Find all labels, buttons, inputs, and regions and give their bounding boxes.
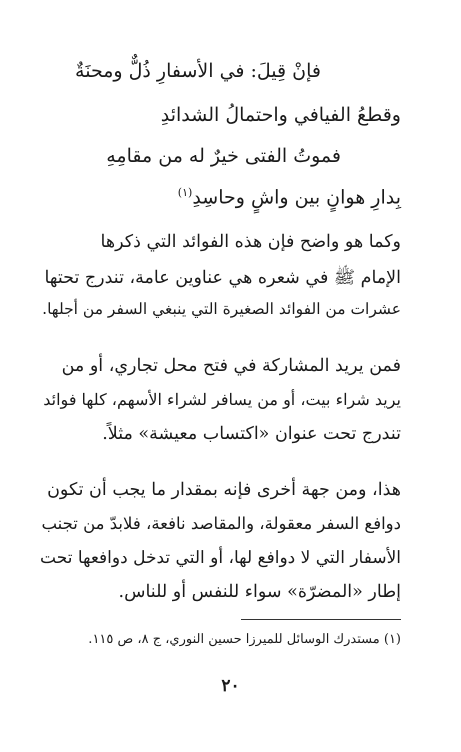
paragraph-2-line-2: يريد شراء بيت، أو من يسافر لشراء الأسهم، كلها فوائد	[43, 390, 401, 409]
paragraph-1-line-3: عشرات من الفوائد الصغيرة التي ينبغي السفر من أجلها.	[42, 300, 401, 318]
paragraph-1-line-1: وكما هو واضح فإن هذه الفوائد التي ذكرها	[100, 232, 401, 252]
footnote-reference: (١)	[177, 186, 193, 199]
paragraph-3-line-3: الأسفار التي لا دوافع لها، أو التي تدخل دوافعها تحت	[40, 548, 401, 568]
footnote: (١) مستدرك الوسائل للميرزا حسين النوري، ج ٨، ص ١١٥.	[88, 632, 401, 647]
poem-line-4-text: بِدارِ هوانٍ بين واشٍ وحاسِدِ	[192, 186, 401, 209]
paragraph-3-line-4: إطار «المضرّة» سواء للنفس أو للناس.	[118, 582, 401, 602]
poem-line-2: وقطعُ الفيافي واحتمالُ الشدائدِ	[160, 104, 401, 126]
paragraph-2-line-3: تندرج تحت عنوان «اكتساب معيشة» مثلاً.	[102, 424, 401, 444]
paragraph-1-line-2: الإمام ﷺ في شعره هي عناوين عامة، تندرج تحتها	[44, 268, 401, 288]
footnote-divider	[241, 619, 401, 620]
poem-line-1: فإنْ قِيلَ: في الأسفارِ ذُلٌّ ومحنَةٌ	[75, 60, 321, 82]
poem-line-3: فموتُ الفتى خيرٌ له من مقامِهِ	[106, 145, 341, 167]
page-number: ٢٠	[221, 676, 240, 696]
paragraph-3-line-1: هذا، ومن جهة أخرى فإنه بمقدار ما يجب أن تكون	[47, 480, 401, 500]
paragraph-2-line-1: فمن يريد المشاركة في فتح محل تجاري، أو من	[61, 356, 401, 376]
poem-line-4	[178, 186, 401, 208]
paragraph-3-line-2: دوافع السفر معقولة، والمقاصد نافعة، فلابدّ من تجنب	[41, 514, 401, 533]
